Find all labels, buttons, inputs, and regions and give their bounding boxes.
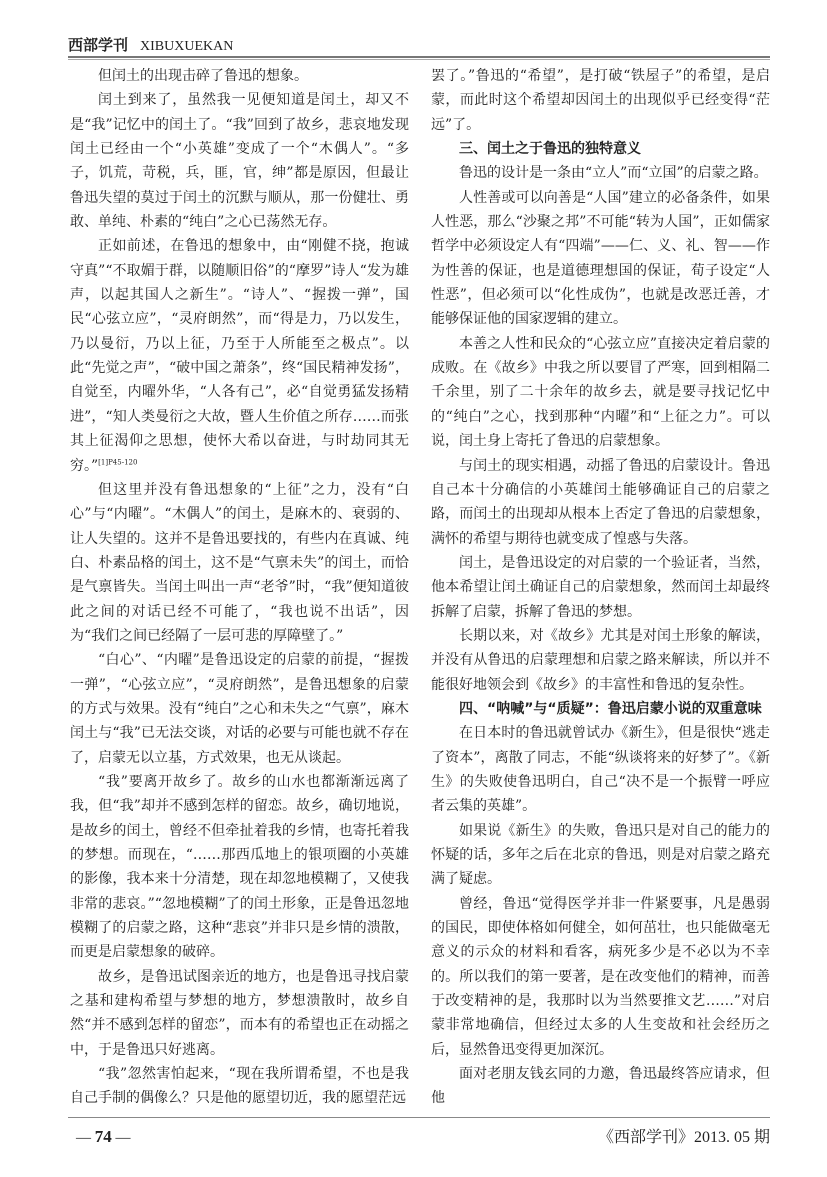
paragraph: 故乡，是鲁迅试图亲近的地方，也是鲁迅寻找启蒙之基和建构希望与梦想的地方，梦想溃散时，故乡自然“并不感到怎样的留恋”，而本有的希望也正在动摇之中，于是鲁迅只好逃离。 bbox=[70, 968, 409, 1058]
header-rule bbox=[68, 56, 770, 60]
journal-name: 西部学刊 bbox=[68, 36, 129, 54]
section-heading-3: 三、闰土之于鲁迅的独特意义 bbox=[459, 141, 641, 158]
journal-pinyin: XIBUXUEKAN bbox=[140, 39, 234, 54]
paragraph-text: 正如前述，在鲁迅的想象中，由“刚健不挠，抱诚守真”“不取媚于群，以随顺旧俗”的“摩罗”诗人“发为雄声，以起其国人之新生”。“诗人”、“握拨一弹”，国民“心弦立应”，“灵府朗然”，而“得是力，乃以发生，乃以曼衍，乃以上征，乃至于人所能至之极点”。以此“先觉之声”，“破中国之萧条”，终“国民精神发扬”，自觉至，内曜外华，“人各有己”，必“自觉勇猛发扬精进”，“知人类曼衍之大故，暨人生价值之所存……而张其上征渴仰之思想，使怀大希以奋进，与时劫同其无穷。” bbox=[70, 238, 409, 474]
dash: — bbox=[76, 1129, 91, 1146]
section-heading-4: 四、“呐喊”与“质疑”：鲁迅启蒙小说的双重意味 bbox=[459, 700, 762, 717]
paragraph: 但这里并没有鲁迅想象的“上征”之力，没有“白心”与“内曜”。“木偶人”的闰土，是麻木的、衰弱的、让人失望的。这并不是鲁迅要找的，有些内在真诚、纯白、朴素品格的闰土，这不是“气禀未失”的闰土，而恰是气禀皆失。当闰土叫出一声“老爷”时，“我”便知道彼此之间的对话已经不可能了，“我也说不出话”，因为“我们之间已经隔了一层可悲的厚障壁了。” bbox=[70, 481, 409, 644]
paragraph: 如果说《新生》的失败，鲁迅只是对自己的能力的怀疑的话，多年之后在北京的鲁迅，则是对启蒙之路充满了疑虑。 bbox=[431, 822, 770, 888]
paragraph: 人性善或可以向善是“人国”建立的必备条件，如果人性恶，那么“沙聚之邦”不可能“转为人国”，正如儒家哲学中必须设定人有“四端”——仁、义、礼、智——作为性善的保证，也是道德理想国的保证，荀子设定“人性恶”，但必须可以“化性成伪”，也就是改恶迁善，才能够保证他的国家逻辑的建立。 bbox=[431, 189, 770, 328]
paragraph: 曾经，鲁迅“觉得医学并非一件紧要事，凡是愚弱的国民，即使体格如何健全，如何茁壮，也只能做毫无意义的示众的材料和看客，病死多少是不必以为不幸的。所以我们的第一要著，是在改变他们的精神，而善于改变精神的是，我那时以为当然要推文艺……”对启蒙非常地确信，但经过太多的人生变故和社会经历之后，显然鲁迅变得更加深沉。 bbox=[431, 895, 770, 1058]
paragraph: “我”要离开故乡了。故乡的山水也都渐渐远离了我，但“我”却并不感到怎样的留恋。故乡，确切地说，是故乡的闰土，曾经不但牵扯着我的乡情，也寄托着我的梦想。而现在，“……那西瓜地上的银项圈的小英雄的影像，我本来十分清楚，现在却忽地模糊了，又使我非常的悲哀。”“忽地模糊”了的闰土形象，正是鲁迅忽地模糊了的启蒙之路，这种“悲哀”并非只是乡情的溃散，而更是启蒙想象的破碎。 bbox=[70, 773, 409, 961]
citation: [1]P45-120 bbox=[98, 457, 138, 466]
paragraph: 面对老朋友钱玄同的力邀，鲁迅最终答应请求，但他 bbox=[431, 1066, 770, 1107]
right-column bbox=[431, 64, 770, 1111]
paragraph: 长期以来，对《故乡》尤其是对闰土形象的解读，并没有从鲁迅的启蒙理想和启蒙之路来解读，所以并不能很好地领会到《故乡》的丰富性和鲁迅的复杂性。 bbox=[431, 627, 770, 693]
dash: — bbox=[115, 1129, 131, 1146]
paragraph: 本善之人性和民众的“心弦立应”直接决定着启蒙的成败。在《故乡》中我之所以要冒了严寒，回到相隔二千余里，别了二十余年的故乡去，就是要寻找记忆中的“纯白”之心，找到那种“内曜”和“上征之力”。可以说，闰土身上寄托了鲁迅的启蒙想象。 bbox=[431, 335, 770, 450]
issue-label: 《西部学刊》2013. 05 期 bbox=[597, 1128, 770, 1146]
paragraph: “我”忽然害怕起来，“现在我所谓希望，不也是我自己手制的偶像么？只是他的愿望切近，我的愿望茫远 bbox=[70, 1066, 409, 1107]
page-number bbox=[76, 1127, 131, 1147]
paragraph bbox=[70, 234, 409, 477]
paragraph: 在日本时的鲁迅就曾试办《新生》，但是很快“逃走了资本”，离散了同志，不能“纵谈将来的好梦了”。《新生》的失败使鲁迅明白，自己“决不是一个振臂一呼应者云集的英雄”。 bbox=[431, 725, 770, 815]
paragraph: 鲁迅的设计是一条由“立人”而“立国”的启蒙之路。 bbox=[459, 165, 768, 182]
paragraph: 但闰土的出现击碎了鲁迅的想象。 bbox=[98, 68, 308, 84]
running-header bbox=[68, 36, 770, 54]
paragraph: 与闰土的现实相遇，动摇了鲁迅的启蒙设计。鲁迅自己本十分确信的小英雄闰土能够确证自己的启蒙之路，而闰土的出现却从根本上否定了鲁迅的启蒙想象，满怀的希望与期待也就变成了惶惑与失落。 bbox=[431, 457, 770, 547]
page-number-value: 74 bbox=[94, 1126, 112, 1146]
paragraph: “白心”、“内曜”是鲁迅设定的启蒙的前提，“握拨一弹”，“心弦立应”，“灵府朗然”，是鲁迅想象的启蒙的方式与效果。没有“纯白”之心和未失之“气禀”，麻木闰土与“我”已无法交谈，对话的必要与可能也就不存在了，启蒙无以立基，方式效果，也无从谈起。 bbox=[70, 652, 409, 766]
left-column bbox=[70, 64, 409, 1111]
paragraph: 罢了。”鲁迅的“希望”，是打破“铁屋子”的希望，是启蒙，而此时这个希望却因闰土的出现似乎已经变得“茫远”了。 bbox=[431, 68, 770, 133]
body-columns bbox=[68, 64, 770, 1111]
paragraph: 闰土到来了，虽然我一见便知道是闰土，却又不是“我”记忆中的闰土了。“我”回到了故乡，悲哀地发现闰土已经由一个“小英雄”变成了一个“木偶人”。“多子，饥荒，苛税，兵，匪，官，绅”都是原因，但最让鲁迅失望的莫过于闰土的沉默与顺从，那一份健壮、勇敢、单纯、朴素的“纯白”之心已荡然无存。 bbox=[70, 92, 409, 231]
footer bbox=[68, 1117, 770, 1147]
paragraph: 闰土，是鲁迅设定的对启蒙的一个验证者，当然，他本希望让闰土确证自己的启蒙想象，然而闰土却最终拆解了启蒙，拆解了鲁迅的梦想。 bbox=[431, 554, 770, 620]
